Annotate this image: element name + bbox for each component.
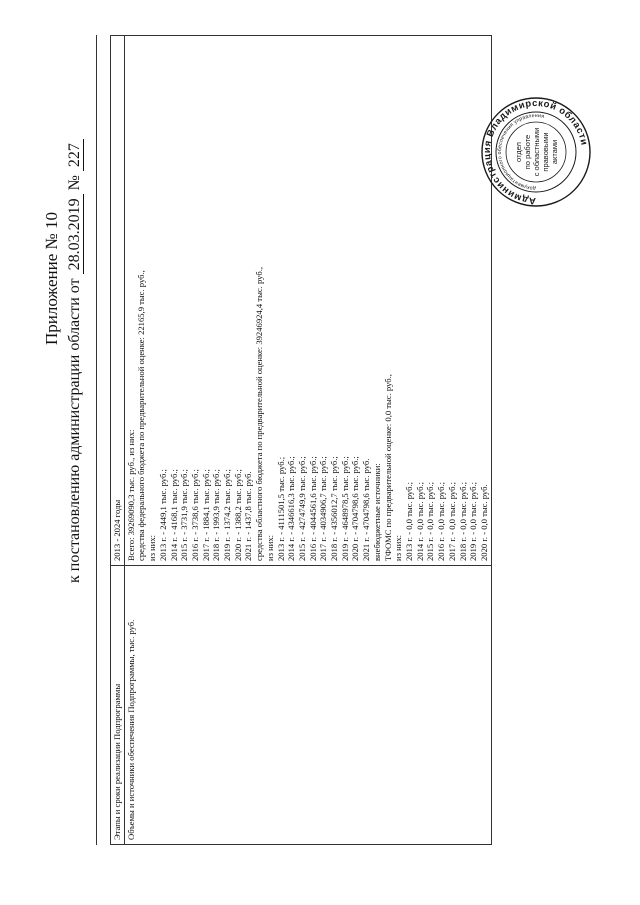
seal-center-text: отдел по работе с областными правовыми актами [514, 127, 559, 177]
seal-inner-text: документационного обеспечения управления [496, 112, 545, 192]
funding-line: 2020 г. - 0,0 тыс. руб. [478, 484, 489, 561]
funding-line: 2017 г. - 1884,1 тыс. руб.; [200, 469, 211, 561]
funding-line: 2015 г. - 0,0 тыс. руб.; [425, 481, 436, 561]
funding-line: внебюджетные источники: [371, 463, 382, 561]
funding-label: Объемы и источники обеспечения Подпрограммы, тыс. руб. [124, 566, 491, 845]
funding-line: 2014 г. - 4346616,3 тыс. руб.; [286, 456, 297, 561]
stages-value: 2013 - 2024 годы [111, 36, 125, 566]
funding-line: 2018 г. - 4356012,7 тыс. руб.; [329, 456, 340, 561]
funding-line: 2017 г. - 4034906,7 тыс. руб.; [318, 456, 329, 561]
funding-line: 2014 г. - 0,0 тыс. руб.; [414, 481, 425, 561]
funding-line: 2016 г. - 4044561,6 тыс. руб.; [307, 456, 318, 561]
funding-line: 2016 г. - 0,0 тыс. руб.; [436, 481, 447, 561]
header-divider [96, 35, 97, 845]
funding-line: 2019 г. - 0,0 тыс. руб.; [468, 481, 479, 561]
funding-line: 2019 г. - 4648978,5 тыс. руб.; [339, 456, 350, 561]
funding-line: 2021 г. - 4704798,6 тыс. руб. [361, 458, 372, 561]
funding-line: 2018 г. - 0,0 тыс. руб.; [457, 481, 468, 561]
funding-line: Всего: 39269090,3 тыс. руб., из них: [125, 429, 136, 561]
seal-outer-text: Администрация Владимирской области [481, 97, 590, 207]
funding-line: 2017 г. - 0,0 тыс. руб.; [446, 481, 457, 561]
funding-line: 2013 г. - 2449,1 тыс. руб.; [157, 469, 168, 561]
funding-line: 2020 г. - 1388,2 тыс. руб.; [232, 469, 243, 561]
funding-line: 2021 г. - 1437,8 тыс. руб. [243, 471, 254, 561]
funding-details [124, 36, 491, 566]
program-table [110, 35, 492, 845]
decree-number: 227 [66, 139, 84, 171]
funding-line: средства областного бюджета по предварительной оценке: 39246924,4 тыс. руб., [254, 267, 265, 561]
funding-line: ТФОМС по предварительной оценке: 0,0 тыс. руб., [382, 374, 393, 561]
appendix-title: Приложение № 10 [42, 212, 61, 345]
funding-line: 2016 г. - 3738,6 тыс. руб.; [189, 469, 200, 561]
funding-line: 2019 г. - 1374,2 тыс. руб.; [222, 469, 233, 561]
funding-line: из них: [393, 534, 404, 561]
decree-date: 28.03.2019 [66, 194, 84, 274]
stages-label: Этапы и сроки реализации Подпрограммы [111, 566, 125, 845]
table-row [111, 36, 125, 845]
funding-line: 2015 г. - 4274749,9 тыс. руб.; [296, 456, 307, 561]
funding-line: из них: [147, 534, 158, 561]
funding-line: 2020 г. - 4704798,6 тыс. руб.; [350, 456, 361, 561]
funding-line: 2018 г. - 1993,9 тыс. руб.; [211, 469, 222, 561]
funding-line: средства федерального бюджета по предварительной оценке: 22165,9 тыс. руб., [136, 270, 147, 561]
funding-line: 2013 г. - 4111501,5 тыс. руб.; [275, 456, 286, 561]
funding-line: 2013 г. - 0,0 тыс. руб.; [403, 481, 414, 561]
decree-subtitle: к постановлению администрации области от [66, 278, 83, 583]
funding-line: 2015 г. - 3731,9 тыс. руб.; [179, 469, 190, 561]
table-row [124, 36, 491, 845]
funding-line: из них: [264, 534, 275, 561]
decree-number-prefix: № [66, 175, 83, 191]
decree-reference [66, 139, 84, 583]
funding-line: 2014 г. - 4168,1 тыс. руб.; [168, 469, 179, 561]
